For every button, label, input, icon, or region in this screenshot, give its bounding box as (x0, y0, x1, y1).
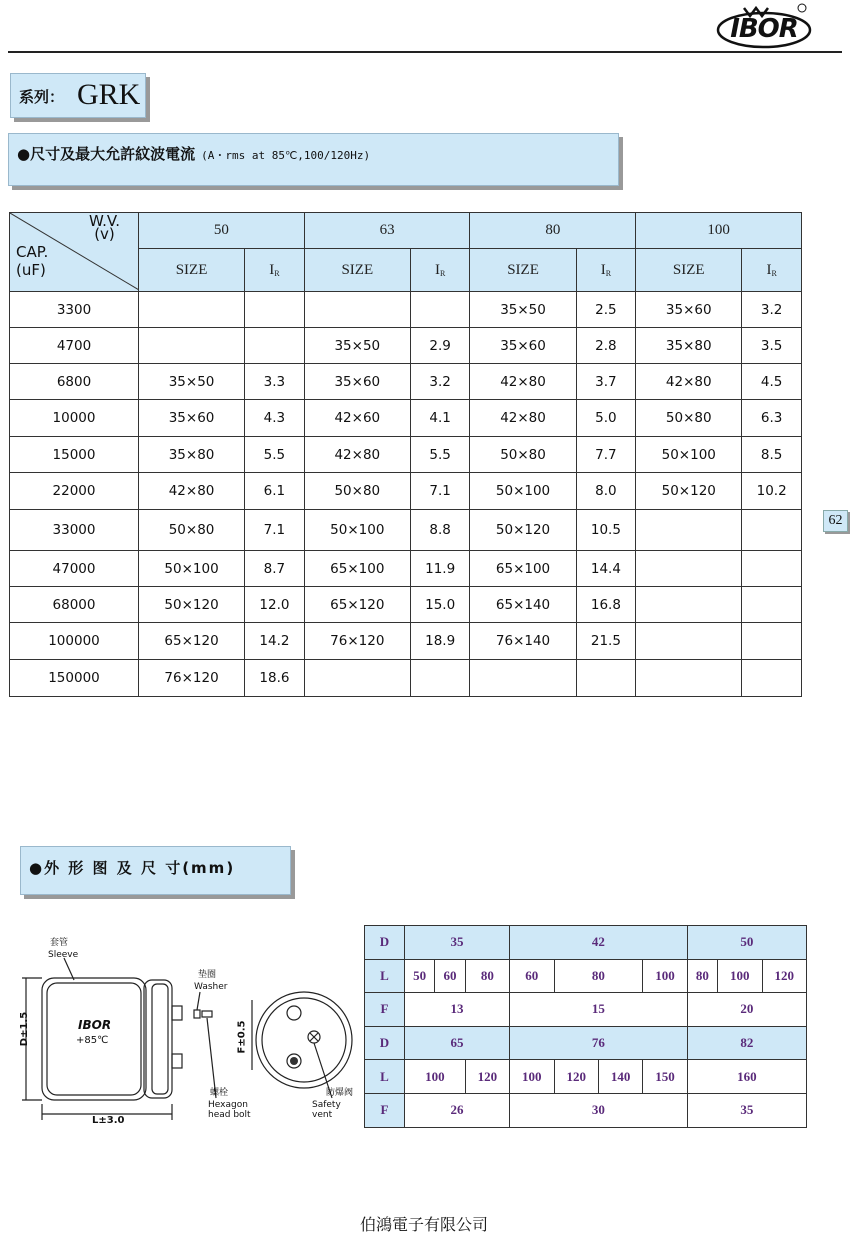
dimension-value: 80 (554, 959, 643, 993)
ripple-current-cell: 18.9 (410, 623, 470, 660)
ripple-current-cell: 4.3 (245, 400, 305, 437)
size-column-header: SIZE (636, 249, 742, 292)
header-rule (8, 51, 842, 53)
d-dimension-label: D±1.5 (19, 1011, 31, 1047)
ripple-current-cell: 8.0 (576, 473, 636, 510)
size-cell: 50×120 (636, 473, 742, 510)
dimension-value: 26 (405, 1093, 510, 1127)
bolt-label-cn: 螺栓 (210, 1088, 229, 1098)
dimension-value: 50 (405, 959, 435, 993)
size-cell: 35×60 (636, 292, 742, 328)
dimension-value: 65 (405, 1026, 510, 1060)
size-cell: 42×80 (470, 400, 576, 437)
vent-label-en: Safety vent (312, 1100, 341, 1120)
ripple-current-cell (245, 292, 305, 328)
ripple-current-cell: 3.3 (245, 364, 305, 400)
ripple-current-column-header (742, 249, 802, 292)
washer-label-en: Washer (194, 982, 228, 992)
ripple-current-column-header (576, 249, 636, 292)
size-column-header: SIZE (304, 249, 410, 292)
dimension-label: L (365, 1060, 405, 1094)
dimension-value: 120 (554, 1060, 598, 1094)
dimension-row-l (365, 959, 807, 993)
capacitor-drawing-svg (14, 930, 360, 1130)
capacitance-cell: 47000 (10, 551, 139, 587)
size-cell: 50×80 (139, 510, 245, 551)
vent-label-cn: 防爆阀 (326, 1088, 354, 1098)
voltage-header: 80 (470, 213, 636, 249)
dimension-value: 13 (405, 993, 510, 1027)
ripple-current-column-header (410, 249, 470, 292)
size-cell: 35×60 (304, 364, 410, 400)
table-row (10, 551, 802, 587)
dimension-value: 82 (687, 1026, 806, 1060)
ripple-current-cell (245, 328, 305, 364)
ripple-current-cell: 10.5 (576, 510, 636, 551)
size-cell: 65×100 (470, 551, 576, 587)
size-cell (636, 510, 742, 551)
ripple-current-cell (742, 510, 802, 551)
dimension-row-d (365, 1026, 807, 1060)
ripple-current-cell: 18.6 (245, 660, 305, 697)
size-cell: 35×80 (139, 437, 245, 473)
size-cell (139, 328, 245, 364)
size-cell: 42×80 (304, 437, 410, 473)
ir-symbol: I (766, 261, 772, 278)
dimension-value: 20 (687, 993, 806, 1027)
ripple-current-cell: 12.0 (245, 587, 305, 623)
voltage-header: 50 (139, 213, 305, 249)
ir-subscript: R (771, 268, 777, 278)
table-row (10, 510, 802, 551)
size-cell: 42×60 (304, 400, 410, 437)
dimension-table (364, 925, 807, 1128)
dimension-label: D (365, 1026, 405, 1060)
cap-unit: (uF) (16, 261, 46, 279)
ripple-current-cell: 4.1 (410, 400, 470, 437)
f-dimension-label: F±0.5 (236, 1020, 248, 1054)
dimension-value: 100 (405, 1060, 466, 1094)
dimension-value: 50 (687, 926, 806, 960)
dimension-value: 42 (510, 926, 688, 960)
ripple-current-table (9, 212, 802, 697)
ripple-current-cell: 16.8 (576, 587, 636, 623)
ripple-current-cell: 4.5 (742, 364, 802, 400)
dimension-label: L (365, 959, 405, 993)
section-outline-header (20, 846, 291, 895)
capacitance-cell: 68000 (10, 587, 139, 623)
ripple-current-cell: 14.2 (245, 623, 305, 660)
bolt-label-en: Hexagon head bolt (208, 1100, 251, 1120)
ir-subscript: R (605, 268, 612, 278)
size-cell (304, 660, 410, 697)
ripple-current-cell: 15.0 (410, 587, 470, 623)
size-cell: 50×100 (304, 510, 410, 551)
size-cell: 35×50 (139, 364, 245, 400)
section-subtitle: (A・rms at 85℃,100/120Hz) (201, 149, 371, 162)
company-logo (716, 2, 812, 50)
size-column-header: SIZE (139, 249, 245, 292)
dimension-value: 60 (510, 959, 554, 993)
size-cell: 50×100 (636, 437, 742, 473)
capacitance-cell: 100000 (10, 623, 139, 660)
dimension-row-f (365, 1093, 807, 1127)
ripple-current-cell (410, 660, 470, 697)
size-cell: 50×80 (304, 473, 410, 510)
size-cell: 50×80 (470, 437, 576, 473)
dimension-value: 150 (643, 1060, 687, 1094)
ir-symbol: I (600, 261, 606, 278)
washer-label-cn: 垫圈 (198, 970, 217, 980)
capacitor-outline-drawing (14, 930, 360, 1130)
ripple-current-cell (410, 292, 470, 328)
dimension-value: 120 (465, 1060, 509, 1094)
logo-text: IBOR (730, 14, 798, 44)
dimension-value: 80 (465, 959, 509, 993)
ripple-current-cell: 3.5 (742, 328, 802, 364)
l-dimension-label: L±3.0 (92, 1115, 125, 1126)
table-row (10, 623, 802, 660)
size-cell: 76×120 (304, 623, 410, 660)
ripple-current-cell (742, 587, 802, 623)
table-row (10, 437, 802, 473)
size-cell: 50×120 (470, 510, 576, 551)
body-temperature: +85℃ (76, 1035, 109, 1046)
dimension-row-d (365, 926, 807, 960)
size-cell: 35×60 (139, 400, 245, 437)
size-column-header: SIZE (470, 249, 576, 292)
ripple-current-cell: 5.0 (576, 400, 636, 437)
dimension-value: 140 (598, 1060, 642, 1094)
size-cell: 50×120 (139, 587, 245, 623)
size-cell (636, 660, 742, 697)
sleeve-label-en: Sleeve (48, 950, 79, 960)
size-cell: 65×120 (139, 623, 245, 660)
ripple-current-cell: 5.5 (410, 437, 470, 473)
cap-label: CAP. (16, 243, 49, 261)
size-cell: 50×100 (470, 473, 576, 510)
ir-subscript: R (274, 268, 280, 278)
ripple-current-cell (742, 660, 802, 697)
ripple-current-cell: 8.5 (742, 437, 802, 473)
ir-subscript: R (439, 268, 446, 278)
series-label: 系列： (19, 88, 65, 106)
dimension-value: 35 (405, 926, 510, 960)
dimension-value: 80 (687, 959, 717, 993)
dimension-value: 35 (687, 1093, 806, 1127)
capacitance-cell: 22000 (10, 473, 139, 510)
ripple-current-cell (576, 660, 636, 697)
dimension-label: F (365, 993, 405, 1027)
table-row (10, 473, 802, 510)
size-cell: 35×80 (636, 328, 742, 364)
voltage-header: 100 (636, 213, 802, 249)
table-corner-cell (10, 213, 139, 292)
ripple-current-cell (742, 551, 802, 587)
size-cell (470, 660, 576, 697)
ripple-current-column-header (245, 249, 305, 292)
capacitance-cell: 150000 (10, 660, 139, 697)
size-cell: 35×60 (470, 328, 576, 364)
ripple-current-cell: 14.4 (576, 551, 636, 587)
capacitance-cell: 6800 (10, 364, 139, 400)
ripple-current-cell: 2.5 (576, 292, 636, 328)
capacitance-cell: 33000 (10, 510, 139, 551)
ir-symbol: I (434, 261, 440, 278)
ripple-current-cell: 7.1 (410, 473, 470, 510)
ripple-current-cell: 3.7 (576, 364, 636, 400)
capacitance-cell: 3300 (10, 292, 139, 328)
size-cell: 35×50 (470, 292, 576, 328)
table-row (10, 400, 802, 437)
size-cell: 50×100 (139, 551, 245, 587)
ripple-current-cell: 6.1 (245, 473, 305, 510)
ripple-current-cell: 7.7 (576, 437, 636, 473)
size-cell: 42×80 (636, 364, 742, 400)
ripple-current-cell: 5.5 (245, 437, 305, 473)
ripple-current-cell: 7.1 (245, 510, 305, 551)
company-name-footer: 伯鴻電子有限公司 (359, 1215, 488, 1234)
ripple-current-cell: 3.2 (742, 292, 802, 328)
ripple-current-cell: 21.5 (576, 623, 636, 660)
section-title: ●尺寸及最大允許紋波電流 (17, 145, 196, 163)
dimension-row-l (365, 1060, 807, 1094)
ir-symbol: I (269, 261, 275, 278)
size-cell: 65×120 (304, 587, 410, 623)
body-logo: IBOR (78, 1018, 112, 1032)
ripple-current-cell: 2.8 (576, 328, 636, 364)
voltage-header: 63 (304, 213, 470, 249)
table-row (10, 587, 802, 623)
section-title: ●外 形 图 及 尺 寸(mm) (29, 859, 236, 877)
dimension-value: 76 (510, 1026, 688, 1060)
dimension-value: 100 (643, 959, 687, 993)
dimension-value: 15 (510, 993, 688, 1027)
size-cell (636, 587, 742, 623)
table-row (10, 364, 802, 400)
dimension-value: 100 (510, 1060, 554, 1094)
dimension-label: D (365, 926, 405, 960)
size-cell (139, 292, 245, 328)
dimension-value: 120 (762, 959, 806, 993)
capacitance-cell: 4700 (10, 328, 139, 364)
size-cell: 65×140 (470, 587, 576, 623)
size-cell: 42×80 (470, 364, 576, 400)
ripple-current-cell: 10.2 (742, 473, 802, 510)
size-cell: 76×120 (139, 660, 245, 697)
size-cell: 50×80 (636, 400, 742, 437)
section-ripple-current-header (8, 133, 619, 186)
wv-label: W.V. (89, 212, 120, 230)
page-number: 62 (823, 510, 848, 532)
dimension-value: 100 (718, 959, 762, 993)
table-row (10, 328, 802, 364)
capacitance-cell: 15000 (10, 437, 139, 473)
sleeve-label-cn: 套管 (50, 938, 69, 948)
dimension-row-f (365, 993, 807, 1027)
size-cell: 42×80 (139, 473, 245, 510)
series-name: GRK (77, 78, 141, 111)
ripple-current-cell: 2.9 (410, 328, 470, 364)
ripple-current-cell: 8.8 (410, 510, 470, 551)
dimension-value: 30 (510, 1093, 688, 1127)
ripple-current-cell: 3.2 (410, 364, 470, 400)
capacitance-cell: 10000 (10, 400, 139, 437)
size-cell (304, 292, 410, 328)
size-cell: 76×140 (470, 623, 576, 660)
size-cell: 35×50 (304, 328, 410, 364)
size-cell (636, 623, 742, 660)
table-row (10, 660, 802, 697)
dimension-value: 60 (435, 959, 465, 993)
ripple-current-cell (742, 623, 802, 660)
size-cell: 65×100 (304, 551, 410, 587)
size-cell (636, 551, 742, 587)
wv-unit: (v) (94, 225, 115, 243)
ripple-current-cell: 11.9 (410, 551, 470, 587)
dimension-value: 160 (687, 1060, 806, 1094)
ripple-current-cell: 8.7 (245, 551, 305, 587)
ripple-current-cell: 6.3 (742, 400, 802, 437)
table-row (10, 292, 802, 328)
series-box (10, 73, 146, 118)
dimension-label: F (365, 1093, 405, 1127)
